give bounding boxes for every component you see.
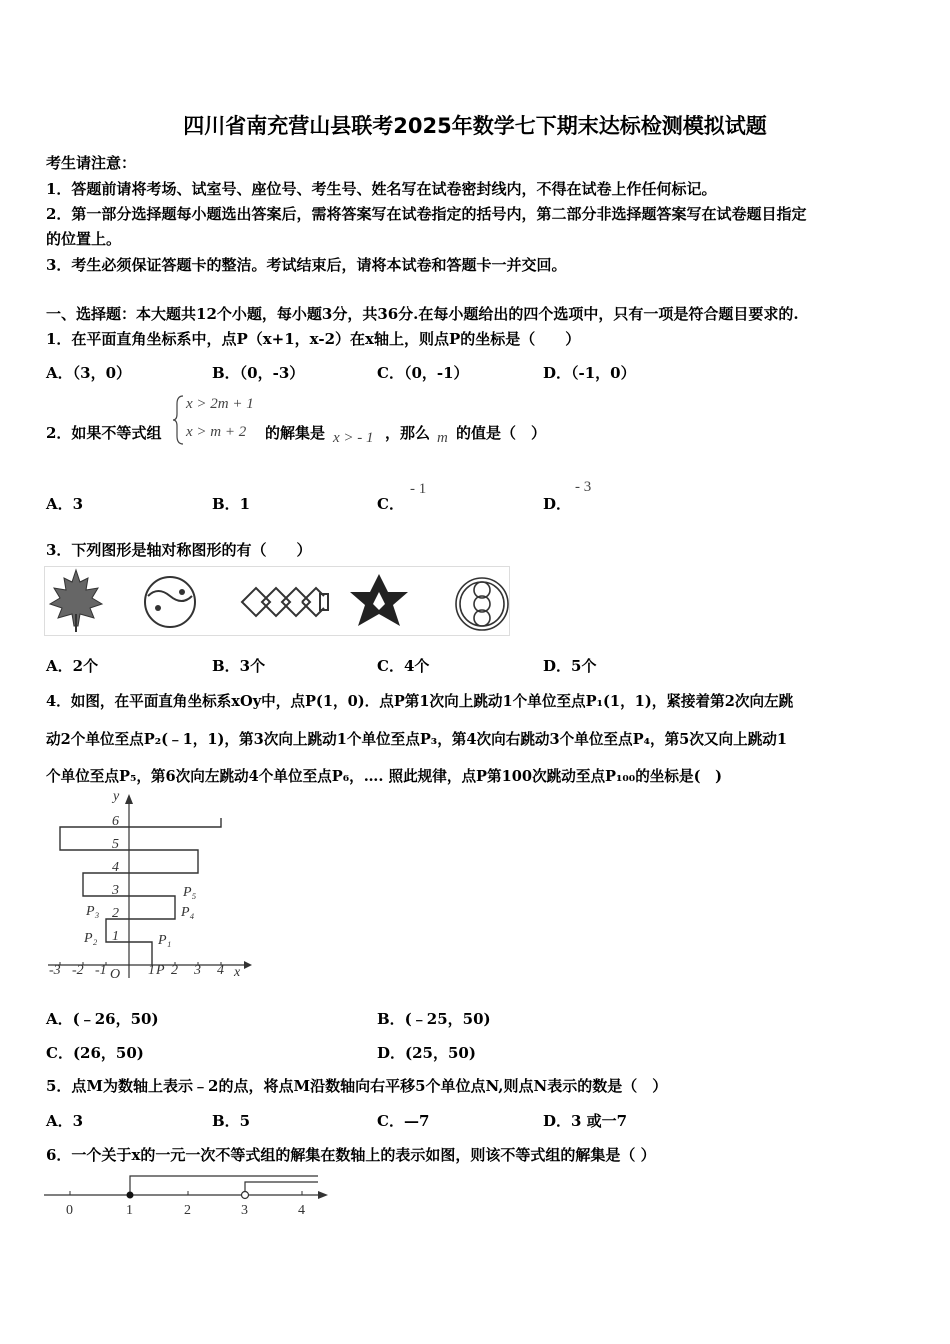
axis-label: 0 xyxy=(66,1203,73,1218)
point-label: P₃ xyxy=(86,904,100,919)
q3-option-a: A．2个 xyxy=(46,657,99,675)
q1-option-d: D．（-1，0） xyxy=(543,364,636,382)
y-tick: 2 xyxy=(112,906,119,921)
origin-label: O xyxy=(110,967,121,982)
y-axis-label: y xyxy=(113,789,120,804)
q2-option-d-value: - 3 xyxy=(575,479,592,495)
x-tick: 3 xyxy=(194,963,201,978)
number-line xyxy=(42,1170,332,1220)
axis-label: 3 xyxy=(241,1203,248,1218)
question-2-prefix: 2．如果不等式组 xyxy=(46,424,162,442)
axis-label: 4 xyxy=(298,1203,305,1218)
notice-heading: 考生请注意： xyxy=(46,154,137,172)
q5-option-c: C．—7 xyxy=(377,1112,430,1130)
axis-label: 1 xyxy=(126,1203,133,1218)
symmetry-figures xyxy=(44,566,510,636)
x-tick: -1 xyxy=(95,963,107,978)
x-tick: -3 xyxy=(49,963,61,978)
q2-option-c: C． xyxy=(377,495,404,513)
q4-option-c: C．(26，50) xyxy=(46,1044,144,1062)
point-label: P₅ xyxy=(183,885,197,900)
notice-item: 1．答题前请将考场、试室号、座位号、考生号、姓名写在试卷密封线内，不得在试卷上作任何标记。 xyxy=(46,180,717,198)
q2-option-d: D． xyxy=(543,495,572,513)
y-tick: 4 xyxy=(112,860,119,875)
q4-option-a: A．(﹣26，50) xyxy=(46,1010,159,1028)
question-5-stem: 5．点M为数轴上表示﹣2的点，将点M沿数轴向右平移5个单位点N,则点N表示的数是（ ） xyxy=(46,1077,668,1095)
maple-leaf-icon xyxy=(50,570,102,632)
x-tick: -2 xyxy=(72,963,84,978)
notice-item: 3．考生必须保证答题卡的整洁。考试结束后，请将本试卷和答题卡一并交回。 xyxy=(46,256,567,274)
flower-star-icon xyxy=(350,574,408,626)
yin-yang-icon xyxy=(145,577,195,627)
q2-option-c-value: - 1 xyxy=(410,481,427,497)
q2-solution: x > - 1 xyxy=(333,430,374,446)
x-tick: 1 xyxy=(148,963,155,978)
page-title: 四川省南充营山县联考2025年数学七下期末达标检测模拟试题 xyxy=(183,114,767,138)
q1-option-b: B．（0，-3） xyxy=(212,364,305,382)
point-label: P₂ xyxy=(84,931,98,946)
q3-option-c: C．4个 xyxy=(377,657,430,675)
knot-pattern-icon xyxy=(242,588,328,616)
question-4-line: 个单位至点P₅，第6次向左跳动4个单位至点P₆，…. 照此规律，点P第100次跳动至点P₁₀₀的坐标是( ) xyxy=(46,768,722,785)
question-4-line: 动2个单位至点P₂(﹣1，1)，第3次向上跳动1个单位至点P₃，第4次向右跳动3个单位至点P₄，第5次又向上跳动1 xyxy=(46,731,788,748)
q2-inequality-2: x > m + 2 xyxy=(186,424,247,440)
q5-option-a: A．3 xyxy=(46,1112,84,1130)
y-tick: 3 xyxy=(112,883,119,898)
nested-circles-icon xyxy=(456,578,508,630)
x-axis-label: x xyxy=(234,965,241,980)
point-label: P₄ xyxy=(181,905,195,920)
question-1-stem: 1．在平面直角坐标系中，点P（x+1，x-2）在x轴上，则点P的坐标是（ ） xyxy=(46,330,581,348)
axis-label: 2 xyxy=(184,1203,191,1218)
x-tick: 4 xyxy=(217,963,224,978)
q2-option-a: A．3 xyxy=(46,495,84,513)
q1-option-c: C．（0，-1） xyxy=(377,364,469,382)
q2-option-b: B．1 xyxy=(212,495,251,513)
y-tick: 5 xyxy=(112,837,119,852)
q3-option-b: B．3个 xyxy=(212,657,266,675)
q2-then-text: ，那么 xyxy=(385,424,431,442)
section-heading: 一、选择题：本大题共12个小题，每小题3分，共36分.在每小题给出的四个选项中，只有一项是符合题目要求的. xyxy=(46,305,799,323)
q2-mid-text: 的解集是 xyxy=(265,424,326,442)
y-tick: 1 xyxy=(112,929,119,944)
question-3-stem: 3．下列图形是轴对称图形的有（ ） xyxy=(46,541,312,559)
q4-option-d: D．(25，50) xyxy=(377,1044,476,1062)
brace-icon xyxy=(172,394,186,446)
point-label: P xyxy=(156,963,165,978)
q2-variable: m xyxy=(437,430,448,446)
notice-item: 的位置上。 xyxy=(46,230,122,248)
point-label: P₁ xyxy=(158,933,172,948)
q5-option-b: B．5 xyxy=(212,1112,251,1130)
q1-option-a: A．（3，0） xyxy=(46,364,132,382)
question-4-line: 4．如图，在平面直角坐标系xOy中，点P(1，0)．点P第1次向上跳动1个单位至点P₁(1，1)，紧接着第2次向左跳 xyxy=(46,693,794,710)
q3-option-d: D．5个 xyxy=(543,657,597,675)
jump-path-graph xyxy=(44,788,254,984)
q2-suffix: 的值是（ ） xyxy=(456,424,547,442)
notice-item: 2．第一部分选择题每小题选出答案后，需将答案写在试卷指定的括号内，第二部分非选择题答案写在试卷题目指定 xyxy=(46,205,807,223)
q5-option-d: D．3 或一7 xyxy=(543,1112,628,1130)
x-tick: 2 xyxy=(171,963,178,978)
y-tick: 6 xyxy=(112,814,119,829)
q2-inequality-1: x > 2m + 1 xyxy=(186,396,254,412)
question-6-stem: 6．一个关于x的一元一次不等式组的解集在数轴上的表示如图，则该不等式组的解集是（ ） xyxy=(46,1146,656,1164)
q4-option-b: B．(﹣25，50) xyxy=(377,1010,491,1028)
